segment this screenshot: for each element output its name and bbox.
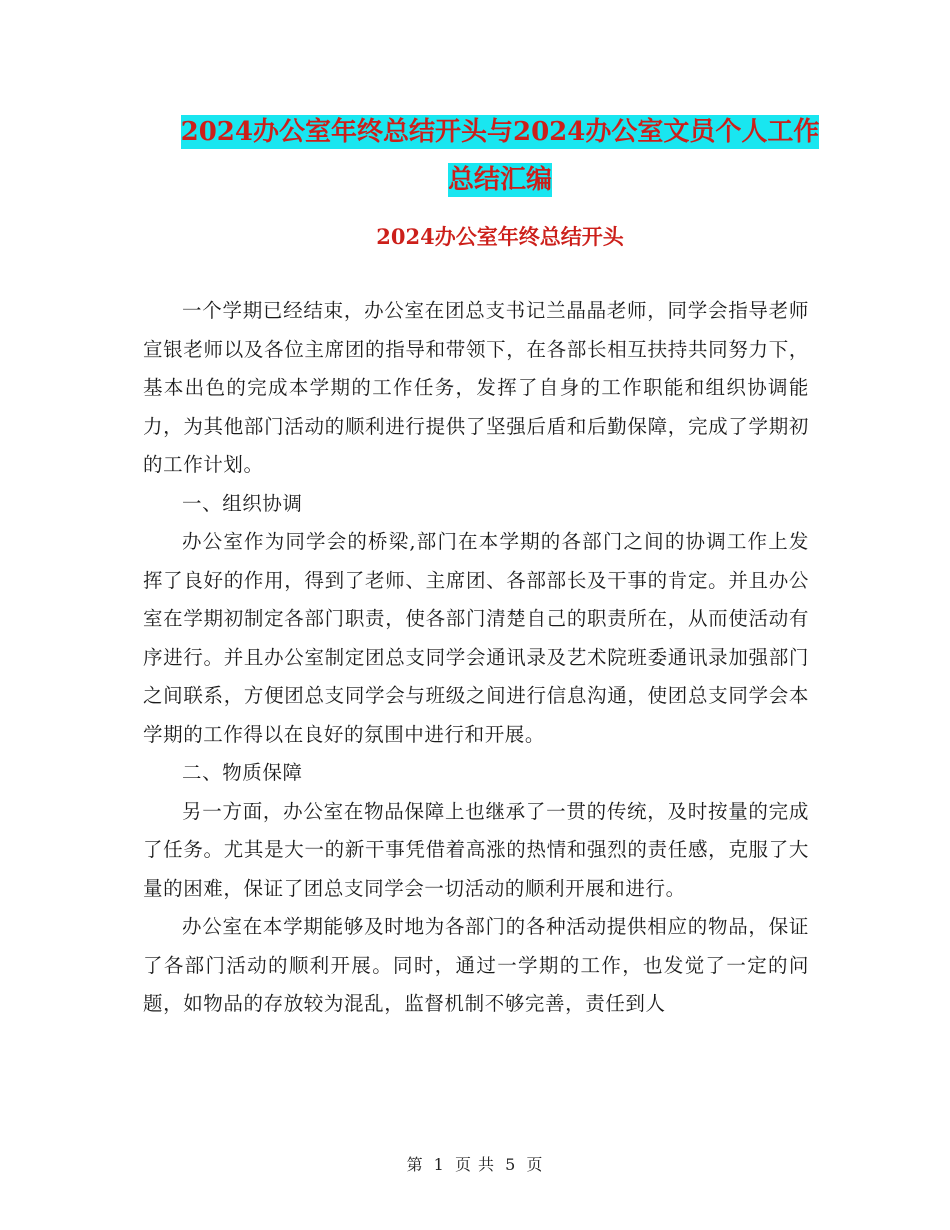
footer-suffix: 页: [526, 1155, 544, 1174]
document-title: [140, 108, 860, 204]
document-body: [143, 292, 809, 1024]
document-title-line2: 总结汇编: [447, 165, 552, 195]
paragraph-material-support: 另一方面，办公室在物品保障上也继承了一贯的传统，及时按量的完成了任务。尤其是大一的新干事凭借着高涨的热情和强烈的责任感，克服了大量的困难，保证了团总支同学会一切活动的顺利开展和进行。: [143, 799, 809, 900]
document-title-line1: 2024办公室年终总结开头与2024办公室文员个人工作: [180, 117, 820, 147]
page-footer: [0, 1152, 950, 1175]
paragraph-supplies: 办公室在本学期能够及时地为各部门的各种活动提供相应的物品，保证了各部门活动的顺利开展。同时，通过一学期的工作，也发觉了一定的问题，如物品的存放较为混乱，监督机制不够完善，责任到人: [143, 915, 809, 1015]
footer-middle: 页 共: [454, 1155, 496, 1174]
paragraph-organization: 办公室作为同学会的桥梁,部门在本学期的各部门之间的协调工作上发挥了良好的作用，得到了老师、主席团、各部部长及干事的肯定。并且办公室在学期初制定各部门职责，使各部门清楚自己的职责所在，从而使活动有序进行。并且办公室制定团总支同学会通讯录及艺术院班委通讯录加强部门之间联系，方便团总支同学会与班级之间进行信息沟通，使团总支同学会本学期的工作得以在良好的氛围中进行和开展。: [143, 530, 809, 746]
footer-page-number: 1: [433, 1155, 445, 1174]
footer-total-pages: 5: [505, 1155, 517, 1174]
footer-prefix: 第: [406, 1155, 424, 1174]
paragraph-intro: 一个学期已经结束，办公室在团总支书记兰晶晶老师，同学会指导老师宣银老师以及各位主席团的指导和带领下，在各部长相互扶持共同努力下，基本出色的完成本学期的工作任务，发挥了自身的工作职能和组织协调能力，为其他部门活动的顺利进行提供了坚强后盾和后勤保障，完成了学期初的工作计划。: [143, 299, 809, 476]
heading-material-support: 二、物质保障: [182, 761, 303, 784]
heading-organization: 一、组织协调: [182, 491, 303, 515]
section-title: 2024办公室年终总结开头: [376, 224, 624, 249]
